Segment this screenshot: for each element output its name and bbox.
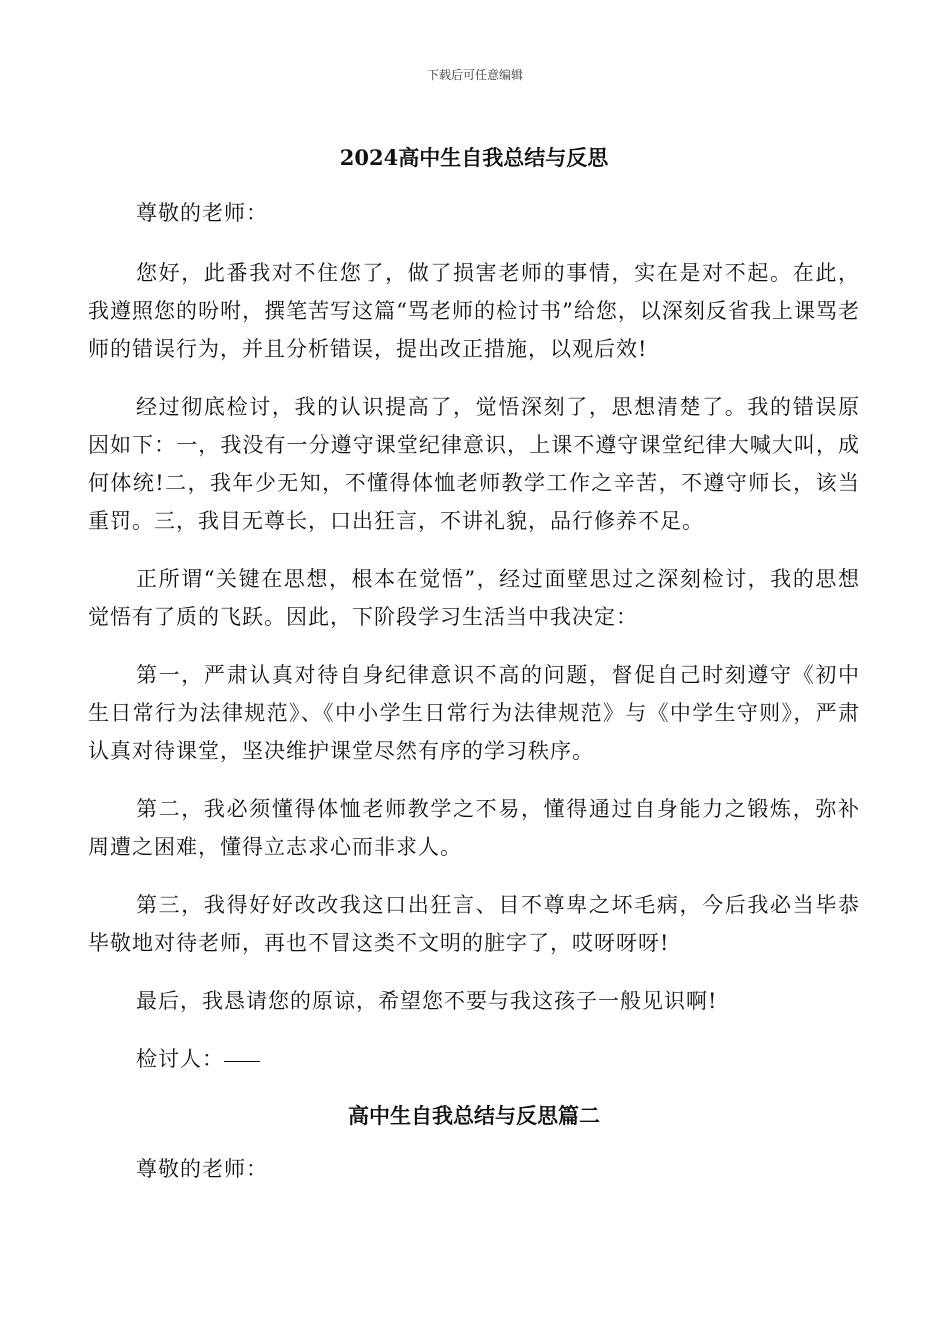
document-title: 2024高中生自我总结与反思: [339, 145, 609, 170]
paragraph-1: 您好，此番我对不住您了，做了损害老师的事情，实在是对不起。在此，我遵照您的吩咐，撰笔苦写这篇“骂老师的检讨书”给您，以深刻反省我上课骂老师的错误行为，并且分析错误，提出改正措施，以观后效!: [88, 261, 860, 361]
section-2-title: 高中生自我总结与反思篇二: [348, 1103, 600, 1128]
signer-row: [88, 1040, 860, 1078]
paragraph-7: 最后，我恳请您的原谅，希望您不要与我这孩子一般见识啊!: [136, 989, 718, 1013]
header-note: 下载后可任意编辑: [426, 68, 523, 82]
signer-blank-line: [224, 1060, 260, 1062]
paragraph-5: 第二，我必须懂得体恤老师教学之不易，懂得通过自身能力之锻炼，弥补周遭之困难，懂得立志求心而非求人。: [88, 797, 860, 859]
salutation: 尊敬的老师：: [136, 201, 268, 225]
paragraph-2: 经过彻底检讨，我的认识提高了，觉悟深刻了，思想清楚了。我的错误原因如下：一，我没有一分遵守课堂纪律意识，上课不遵守课堂纪律大喊大叫，成何体统!二，我年少无知，不懂得体恤老师教学工作之辛苦，不遵守师长，该当重罚。三，我目无尊长，口出狂言，不讲礼貌，品行修养不足。: [88, 395, 860, 533]
document-body: [88, 140, 860, 1210]
paragraph-4: 第一，严肃认真对待自身纪律意识不高的问题，督促自己时刻遵守《初中生日常行为法律规范》、《中小学生日常行为法律规范》与《中学生守则》，严肃认真对待课堂，坚决维护课堂尽然有序的学习秩序。: [88, 663, 860, 763]
paragraph-6: 第三，我得好好改改我这口出狂言、目不尊卑之坏毛病，今后我必当毕恭毕敬地对待老师，再也不冒这类不文明的脏字了，哎呀呀呀!: [88, 893, 860, 955]
signer-label: 检讨人：: [136, 1047, 224, 1071]
section-2-salutation: 尊敬的老师：: [136, 1157, 268, 1181]
paragraph-3: 正所谓“关键在思想，根本在觉悟”，经过面壁思过之深刻检讨，我的思想觉悟有了质的飞跃。因此，下阶段学习生活当中我决定：: [88, 567, 860, 629]
